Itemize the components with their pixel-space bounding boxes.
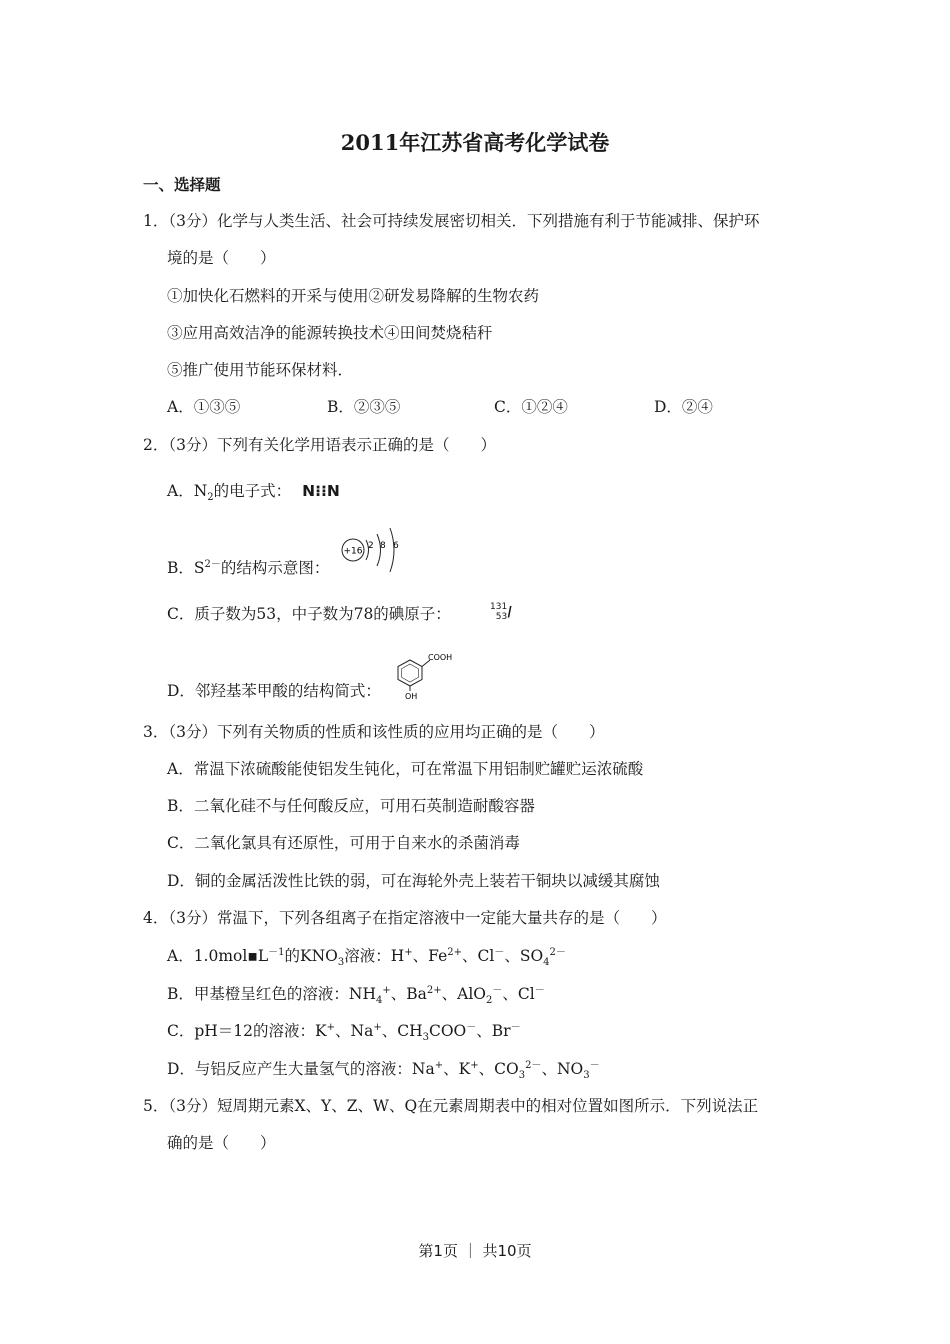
q1-stem-cont: 境的是（ ）	[167, 249, 276, 267]
q2-option-b: B．$S^{2-}$的结构示意图：	[167, 558, 330, 577]
q2-option-a: A．$N_2$的电子式： N⁝⁝N	[167, 482, 340, 504]
n2-electron-formula: N⁝⁝N	[302, 482, 340, 500]
q3-option-c: C．二氧化氯具有还原性，可用于自来水的杀菌消毒	[167, 834, 520, 852]
q3-option-b: B．二氧化硅不与任何酸反应，可用石英制造耐酸容器	[167, 797, 535, 815]
q1-option-a: A．①③⑤	[167, 398, 241, 416]
iodine-nuclide-symbol: 131 53 I	[490, 602, 512, 622]
section-heading: 一、选择题	[143, 176, 221, 194]
q3-option-a: A．常温下浓硫酸能使铝发生钝化，可在常温下用铝制贮罐贮运浓硫酸	[167, 760, 644, 778]
q1-option-b: B．②③⑤	[327, 398, 401, 416]
q4-option-c: C．pH＝12的溶液：K+、Na+、$CH_3COO^-$、Br－	[167, 1021, 521, 1044]
carboxyl-group-label: COOH	[428, 653, 453, 662]
hydroxybenzoic-acid-structure	[388, 648, 460, 700]
q1-option-c: C．①②④	[494, 398, 568, 416]
q1-option-d: D．②④	[654, 398, 713, 416]
q4-option-b: B．甲基橙呈红色的溶液：$NH_4^+$、$Ba^{2+}$、AlO$_2$－、Cl－	[167, 984, 545, 1007]
q1-item-1-2: ①加快化石燃料的开采与使用②研发易降解的生物农药	[167, 287, 540, 305]
q1-item-5: ⑤推广使用节能环保材料．	[167, 361, 354, 379]
q5-stem: 5．（3分）短周期元素X、Y、Z、W、Q在元素周期表中的相对位置如图所示．下列说法正	[143, 1097, 759, 1115]
q3-option-d: D．铜的金属活泼性比铁的弱，可在海轮外壳上装若干铜块以减缓其腐蚀	[167, 872, 660, 890]
q2-option-c: C．质子数为53，中子数为78的碘原子：	[167, 605, 451, 623]
q3-stem: 3．（3分）下列有关物质的性质和该性质的应用均正确的是（ ）	[143, 723, 605, 741]
q4-stem: 4．（3分）常温下，下列各组离子在指定溶液中一定能大量共存的是（ ）	[143, 909, 667, 927]
shell-2-count: 8	[380, 541, 386, 551]
hydroxyl-group-label: OH	[405, 692, 418, 701]
q5-stem-cont: 确的是（ ）	[167, 1134, 276, 1152]
shell-3-count: 6	[393, 541, 399, 551]
sulfide-structure-diagram	[340, 524, 410, 576]
q1-stem: 1．（3分）化学与人类生活、社会可持续发展密切相关．下列措施有利于节能减排、保护环	[143, 212, 760, 230]
q1-item-3-4: ③应用高效洁净的能源转换技术④田间焚烧秸秆	[167, 324, 493, 342]
q4-option-a: A．$1.0mol▪L^{-1}$的$KNO_3$溶液：H+、$Fe^{2+}$、Cl－、$SO_4^{2-}$	[167, 946, 566, 969]
document-title: 2011年江苏省高考化学试卷	[340, 130, 610, 155]
q4-option-d: D．与铝反应产生大量氢气的溶液：Na+、K+、$CO_3^{2-}$、$NO_3^-$	[167, 1059, 600, 1082]
nucleus-label: +16	[343, 546, 363, 557]
q2-option-d: D．邻羟基苯甲酸的结构简式：	[167, 682, 381, 700]
page-footer: 第1页 ｜ 共10页	[418, 1242, 532, 1260]
q2-stem: 2．（3分）下列有关化学用语表示正确的是（ ）	[143, 436, 496, 454]
shell-1-count: 2	[368, 541, 374, 551]
